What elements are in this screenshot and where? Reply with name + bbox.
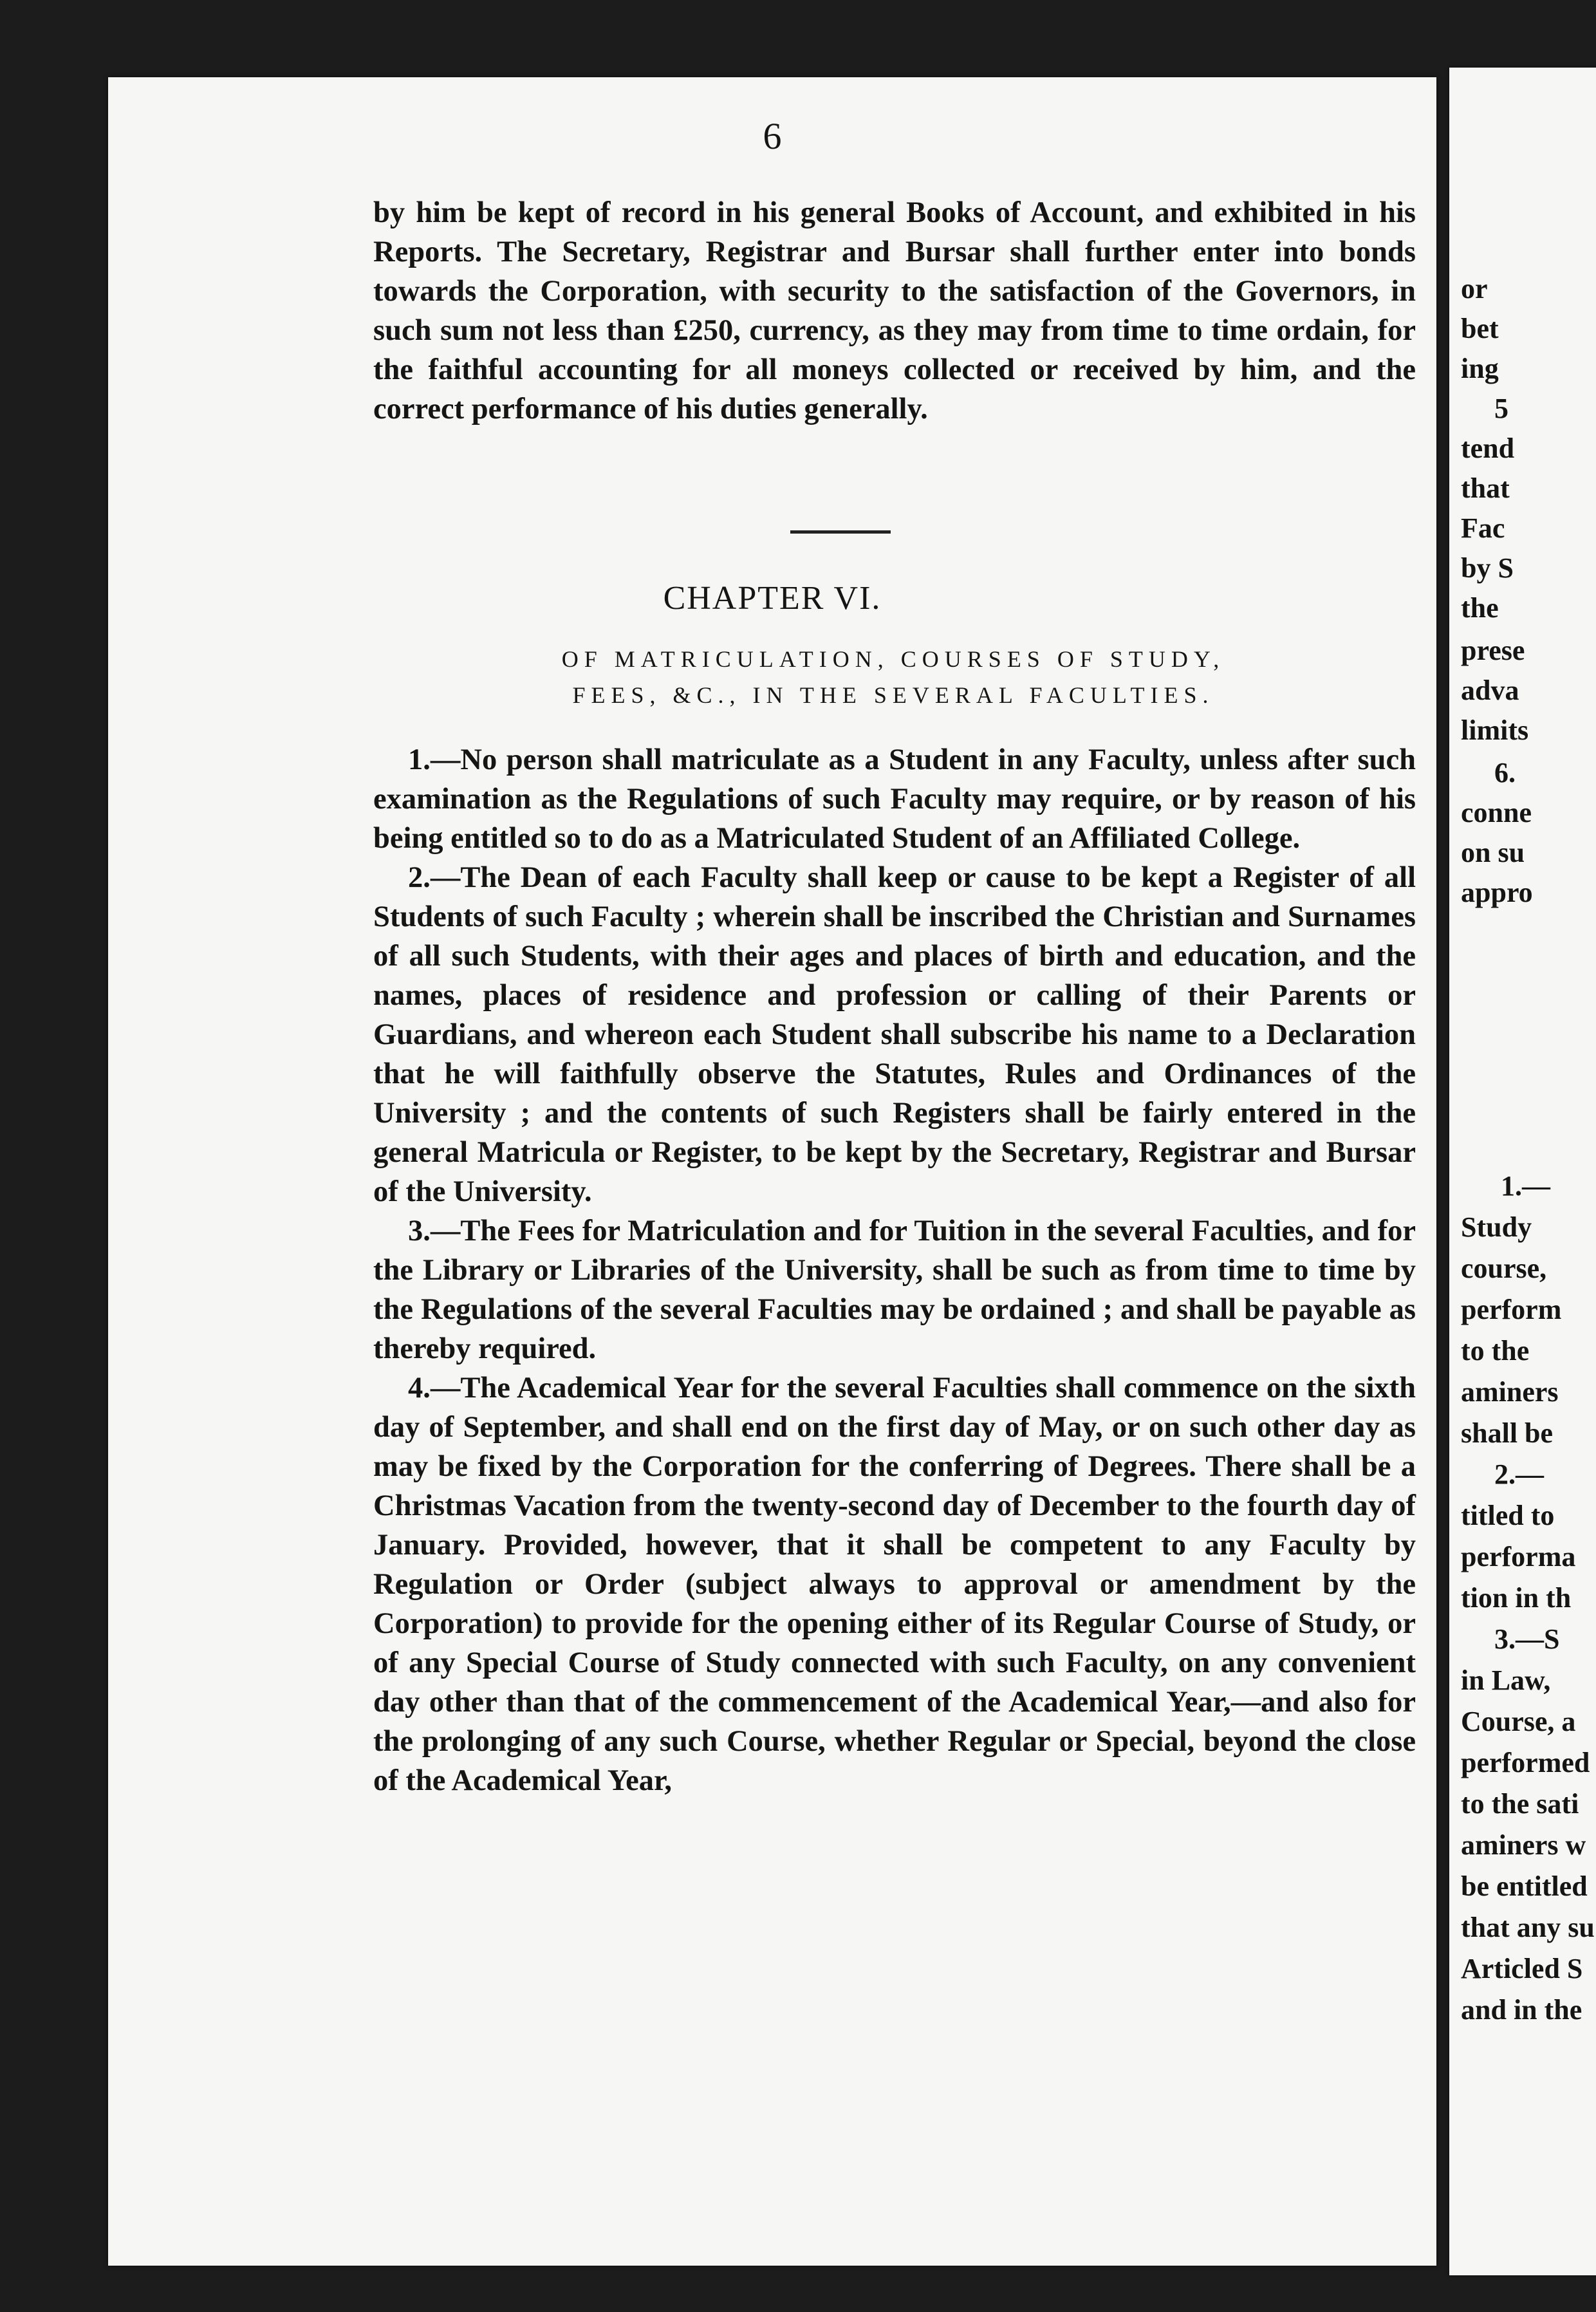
text-fragment: Study (1461, 1211, 1532, 1243)
text-fragment: performed (1461, 1747, 1590, 1778)
text-fragment: Fac (1461, 512, 1505, 544)
chapter-sections (373, 740, 1416, 1800)
continued-paragraph (373, 193, 1416, 429)
page-number: 6 (763, 115, 782, 157)
text-fragment: appro (1461, 877, 1533, 908)
text-fragment: 3.—S (1494, 1623, 1560, 1655)
text-fragment: limits (1461, 714, 1529, 746)
paragraph-text: by him be kept of record in his general Books of Account, and exhibited in his Reports. The Secretary, Registrar and Bursar shall further enter into bonds towards the Corporation, with security to the satisfaction of the Governors, in such sum not less than £250, currency, as they may from time to time ordain, for the faithful accounting for all moneys collected or received by him, and the correct performance of his duties generally. (373, 196, 1416, 425)
text-fragment: conne (1461, 797, 1532, 828)
text-fragment: tend (1461, 433, 1515, 464)
text-fragment: that (1461, 472, 1510, 504)
text-fragment: the (1461, 592, 1499, 624)
text-fragment: in Law, (1461, 1664, 1551, 1696)
section-paragraph: 1.—No person shall matriculate as a Student in any Faculty, unless after such examination as the Regulations of such Faculty may require, or by reason of his being entitled so to do as a Matriculated Student of an Affiliated College. (373, 743, 1416, 855)
chapter-subtitle-line: FEES, &C., IN THE SEVERAL FACULTIES. (572, 682, 1214, 708)
text-fragment: and in the (1461, 1994, 1582, 2026)
text-fragment: course, (1461, 1253, 1547, 1284)
chapter-subtitle-line: OF MATRICULATION, COURSES OF STUDY, (561, 646, 1225, 672)
text-fragment: tion in th (1461, 1582, 1572, 1614)
text-fragment: aminers (1461, 1376, 1559, 1408)
text-fragment: adva (1461, 675, 1519, 706)
text-fragment: or (1461, 273, 1488, 304)
text-fragment: 2.— (1494, 1459, 1544, 1490)
section-paragraph: 2.—The Dean of each Faculty shall keep or cause to be kept a Register of all Students of such Faculty ; wherein shall be inscribed the Christian and Surnames of all such Students, with their ages and places of birth and education, and the names, places of residence and profession or calling of their Parents or Guardians, and whereon each Student shall subscribe his name to a Declaration that he will faithfully observe the Statutes, Rules and Ordinances of the University ; and the contents of such Registers shall be fairly entered in the general Matricula or Register, to be kept by the Secretary, Registrar and Bursar of the University. (373, 861, 1416, 1208)
text-fragment: Course, a (1461, 1706, 1576, 1737)
text-fragment: prese (1461, 635, 1525, 666)
text-fragment: performa (1461, 1541, 1576, 1572)
text-fragment: on su (1461, 837, 1525, 868)
text-fragment: be entitled (1461, 1870, 1588, 1902)
text-fragment: shall be (1461, 1417, 1554, 1449)
text-fragment: that any su (1461, 1912, 1595, 1943)
text-fragment: by S (1461, 552, 1514, 584)
text-fragment: aminers w (1461, 1829, 1586, 1861)
right-page-edge (1449, 68, 1596, 2275)
chapter-title: CHAPTER VI. (663, 580, 882, 617)
text-fragment: perform (1461, 1294, 1562, 1325)
text-fragment: 1.— (1501, 1170, 1550, 1202)
section-divider (790, 530, 891, 534)
section-paragraph: 4.—The Academical Year for the several Faculties shall commence on the sixth day of September, and shall end on the first day of May, or on such other day as may be fixed by the Corporation for the conferring of Degrees. There shall be a Christmas Vacation from the twenty-second day of December to the fourth day of January. Provided, however, that it shall be competent to any Faculty by Regulation or Order (subject always to approval or amendment by the Corporation) to provide for the opening either of its Regular Course of Study, or of any Special Course of Study connected with such Faculty, on any convenient day other than that of the commencement of the Academical Year,—and also for the prolonging of any such Course, whether Regular or Special, beyond the close of the Academical Year, (373, 1372, 1416, 1797)
text-fragment: Articled S (1461, 1953, 1583, 1984)
text-fragment: to the (1461, 1335, 1530, 1366)
chapter-subtitle (366, 641, 1421, 713)
left-page (108, 77, 1436, 2266)
text-fragment: to the sati (1461, 1788, 1579, 1820)
text-fragment: bet (1461, 313, 1499, 344)
text-fragment: titled to (1461, 1500, 1555, 1531)
text-fragment: ing (1461, 353, 1499, 384)
text-fragment: 6. (1494, 757, 1516, 788)
text-fragment: 5 (1494, 393, 1508, 424)
section-paragraph: 3.—The Fees for Matriculation and for Tuition in the several Faculties, and for the Library or Libraries of the University, shall be such as from time to time by the Regulations of the several Faculties may be ordained ; and shall be payable as thereby required. (373, 1215, 1416, 1365)
